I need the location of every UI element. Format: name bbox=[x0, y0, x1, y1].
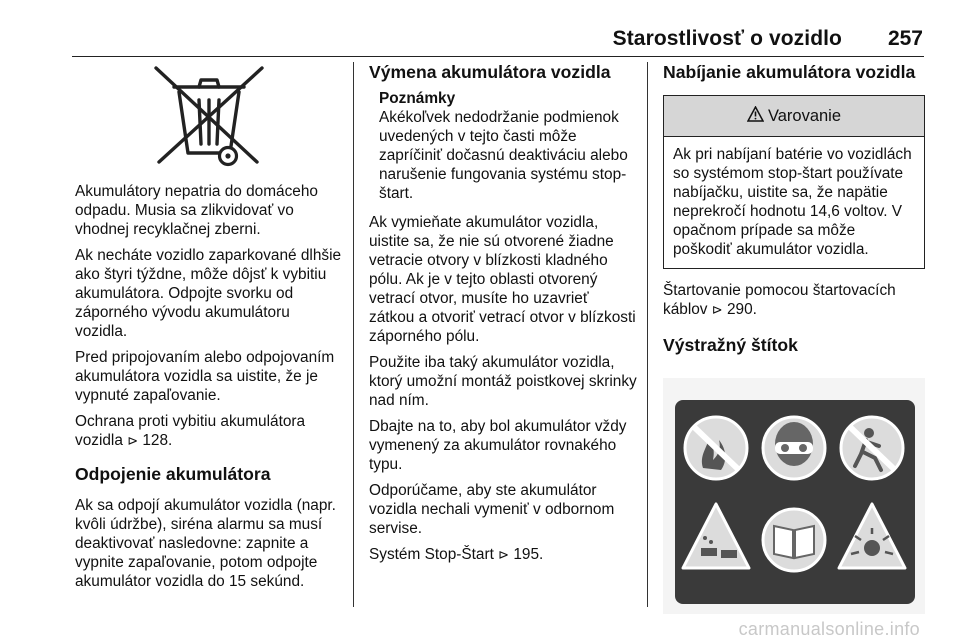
paragraph: Odporúčame, aby ste akumulátor vozidla nechali vymeniť v odbornom servise. bbox=[369, 482, 615, 537]
watermark: carmanualsonline.info bbox=[738, 619, 920, 639]
page-title: Starostlivosť o vozidlo bbox=[612, 27, 842, 50]
paragraph: Pred pripojovaním alebo odpojovaním akumulátora vozidla sa uistite, že je vypnuté zapaľovanie. bbox=[75, 349, 335, 404]
warning-box bbox=[663, 95, 925, 269]
note-block bbox=[379, 89, 637, 203]
paragraph: Akumulátory nepatria do domáceho odpadu. Musia sa zlikvidovať vo vhodnej recyklačnej zberni. bbox=[75, 183, 318, 238]
warning-header bbox=[664, 96, 924, 137]
page-ref-arrow-icon: ⊳ bbox=[711, 302, 723, 317]
page-ref-link[interactable]: 128. bbox=[142, 432, 173, 449]
page-ref-link[interactable]: 195. bbox=[513, 546, 544, 563]
no-fire-icon bbox=[685, 417, 747, 479]
section-heading: Výmena akumulátora vozidla bbox=[369, 62, 611, 82]
column-divider bbox=[647, 62, 648, 607]
section-heading: Nabíjanie akumulátora vozidla bbox=[663, 62, 916, 82]
page-ref-arrow-icon: ⊳ bbox=[127, 433, 139, 448]
paragraph: Ak necháte vozidlo zaparkované dlhšie ako štyri týždne, môže dôjsť k vybitiu akumulátora. Odpojte svorku od záporného vývodu akumulátoru vozidla. bbox=[75, 247, 342, 340]
section-heading: Výstražný štítok bbox=[663, 335, 798, 355]
note-body: Akékoľvek nedodržanie podmienok uvedených v tejto časti môže zapríčiniť dočasnú deaktiváciu alebo narušenie fungovania systému stop-štart. bbox=[379, 109, 628, 202]
column-divider bbox=[353, 62, 354, 607]
keep-children-away-icon bbox=[841, 417, 903, 479]
warning-body: Ak pri nabíjaní batérie vo vozidlách so systémom stop-štart používate nabíjačku, uistite sa, že napätie neprekročí hodnotu 14,6 voltov. V opačnom prípade sa môže poškodiť akumulátor vozidla. bbox=[673, 146, 912, 258]
page-ref-arrow-icon: ⊳ bbox=[498, 547, 510, 562]
column-middle bbox=[369, 62, 637, 571]
column-right bbox=[663, 62, 925, 614]
paragraph: Použite iba taký akumulátor vozidla, ktorý umožní montáž poistkovej skrinky nad ním. bbox=[369, 354, 637, 409]
paragraph: Dbajte na to, aby bol akumulátor vždy vymenený za akumulátor rovnakého typu. bbox=[369, 418, 627, 473]
warning-title: Varovanie bbox=[767, 106, 842, 125]
page-ref-link[interactable]: 290. bbox=[726, 301, 757, 318]
header-rule bbox=[72, 56, 924, 57]
battery-warning-label-image bbox=[663, 378, 925, 614]
eye-protection-icon bbox=[763, 417, 825, 479]
paragraph: Systém Stop-Štart ⊳ 195. bbox=[369, 546, 544, 563]
paragraph: Ak sa odpojí akumulátor vozidla (napr. kvôli údržbe), siréna alarmu sa musí deaktivovať nasledovne: zapnite a vypnite zapaľovanie, potom odpojte akumulátor vozidla do 15 sekúnd. bbox=[75, 497, 336, 590]
read-manual-icon bbox=[763, 509, 825, 571]
section-heading: Odpojenie akumulátora bbox=[75, 464, 271, 484]
paragraph: Ak vymieňate akumulátor vozidla, uistite sa, že nie sú otvorené žiadne vetracie otvory v blízkosti kladného pólu. Ak je v tejto oblasti otvorený vetrací otvor, musíte ho uzavrieť zátkou a otvoriť vetrací otvor v blízkosti záporného pólu. bbox=[369, 214, 636, 345]
page-header bbox=[0, 0, 960, 58]
warning-triangle-icon bbox=[747, 106, 764, 127]
paragraph: Štartovanie pomocou štartovacích káblov ⊳ 290. bbox=[663, 282, 896, 318]
column-left bbox=[75, 62, 343, 598]
note-title: Poznámky bbox=[379, 90, 456, 107]
crossed-bin-icon bbox=[75, 62, 343, 174]
page-number: 257 bbox=[887, 27, 923, 50]
paragraph: Ochrana proti vybitiu akumulátora vozidla ⊳ 128. bbox=[75, 413, 306, 449]
